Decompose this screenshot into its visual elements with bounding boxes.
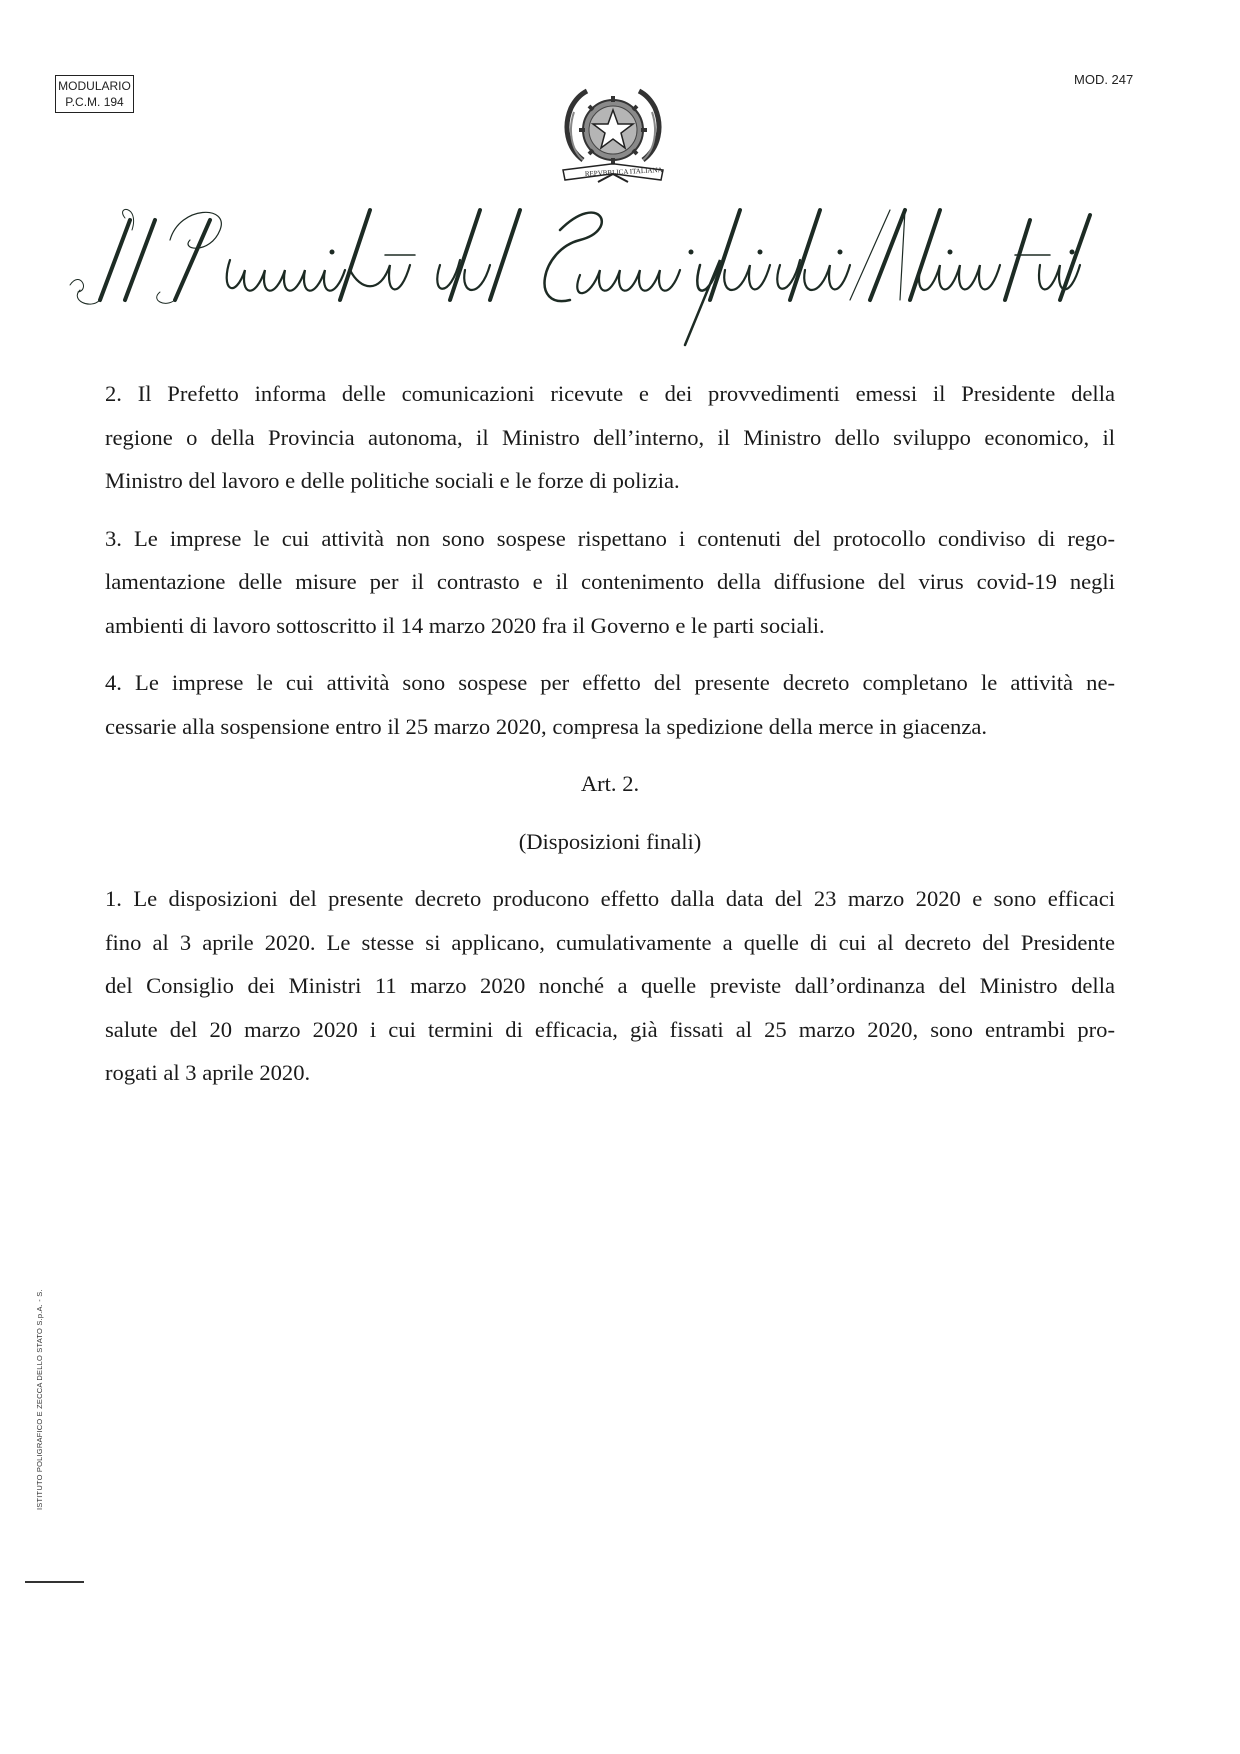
modulario-label: MODULARIO — [58, 79, 131, 93]
text-line: lamentazione delle misure per il contrasto e il contenimento della diffusione del virus covid-19 negli — [105, 569, 1115, 594]
text-line: ambienti di lavoro sottoscritto il 14 marzo 2020 fra il Governo e le parti sociali. — [105, 612, 825, 638]
modulario-code: P.C.M. 194 — [65, 95, 124, 109]
document-body — [105, 372, 1115, 1109]
article-paragraph-1 — [105, 877, 1115, 1095]
bottom-rule — [25, 1581, 84, 1583]
text-line: rogati al 3 aprile 2020. — [105, 1060, 311, 1085]
paragraph-3 — [105, 517, 1115, 648]
text-line: 2. Il Prefetto informa delle comunicazioni ricevute e dei provvedimenti emessi il Presidente della — [105, 381, 1115, 406]
text-line: Ministro del lavoro e delle politiche sociali e le forze di polizia. — [105, 468, 680, 493]
text-line: 4. Le imprese le cui attività sono sospese per effetto del presente decreto completano le attività ne- — [105, 670, 1115, 695]
emblem-text: REPVBBLICA ITALIANA — [584, 165, 663, 178]
paragraph-2 — [105, 372, 1115, 503]
text-line: 1. Le disposizioni del presente decreto producono effetto dalla data del 23 marzo 2020 e sono efficaci — [105, 886, 1115, 911]
text-line: 3. Le imprese le cui attività non sono sospese rispettano i contenuti del protocollo condiviso di rego- — [105, 525, 1115, 551]
mod-number: MOD. 247 — [1074, 72, 1134, 87]
printer-imprint: ISTITUTO POLIGRAFICO E ZECCA DELLO STATO S.p.A. - S. — [35, 1289, 44, 1510]
letterhead — [60, 200, 1170, 350]
text-line: cessarie alla sospensione entro il 25 marzo 2020, compresa la spedizione della merce in giacenza. — [105, 713, 988, 739]
paragraph-4 — [105, 661, 1115, 748]
letterhead-script-logo — [60, 200, 1170, 350]
article-subheading: (Disposizioni finali) — [518, 828, 702, 854]
text-line: del Consiglio dei Ministri 11 marzo 2020 nonché a quelle previste dall’ordinanza del Ministro della — [105, 973, 1115, 998]
text-line: salute del 20 marzo 2020 i cui termini di efficacia, già fissati al 25 marzo 2020, sono entrambi pro- — [105, 1016, 1115, 1042]
text-line: regione o della Provincia autonoma, il Ministro dell’interno, il Ministro dello sviluppo economico, il — [105, 424, 1115, 450]
italian-republic-emblem-icon — [553, 82, 673, 197]
modulario-box — [55, 75, 134, 113]
article-heading: Art. 2. — [580, 771, 640, 796]
text-line: fino al 3 aprile 2020. Le stesse si applicano, cumulativamente a quelle di cui al decreto del Presidente — [105, 929, 1115, 955]
